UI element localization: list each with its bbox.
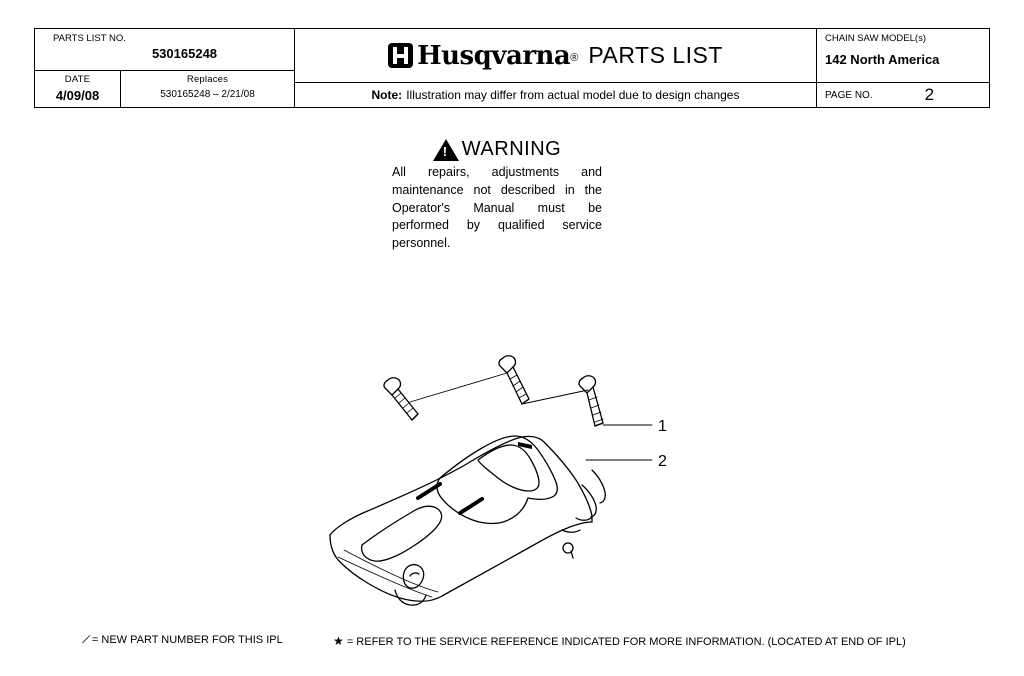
footer-service-note [333, 634, 906, 648]
model-value: 142 North America [825, 52, 940, 67]
warning-block [392, 138, 602, 253]
page-title: PARTS LIST [588, 42, 723, 68]
registered-trademark-icon: ® [570, 51, 579, 64]
page-number-label: PAGE NO. [825, 89, 873, 101]
header-center-group [295, 29, 817, 107]
header-right-group [817, 29, 989, 107]
parts-list-no-value: 530165248 [151, 46, 218, 61]
footer-new-part-text: = NEW PART NUMBER FOR THIS IPL [91, 634, 283, 646]
warning-body-text: All repairs, adjustments and maintenance not described in the Operator's Manual must be performed by qualified service personnel. [392, 165, 602, 250]
replaces-value: 530165248 – 2/21/08 [160, 89, 255, 100]
screw-left [384, 378, 418, 420]
parts-illustration [300, 350, 720, 620]
brand-name: Husqvarna [417, 40, 571, 71]
model-cell [817, 29, 989, 83]
warning-triangle-icon [433, 139, 459, 161]
title-cell [295, 29, 816, 83]
footer-new-part-note [82, 634, 283, 646]
footer-service-text: = REFER TO THE SERVICE REFERENCE INDICATED FOR MORE INFORMATION. (LOCATED AT END OF IPL) [346, 636, 906, 648]
date-cell [35, 71, 121, 107]
replaces-cell [121, 71, 294, 107]
note-text: Illustration may differ from actual model due to design changes [406, 88, 740, 102]
husqvarna-crown-logo-icon [388, 43, 413, 68]
cylinder-cover-drawing [300, 350, 720, 620]
note-cell [295, 83, 816, 107]
date-replaces-row [35, 71, 294, 107]
model-label: CHAIN SAW MODEL(s) [825, 33, 926, 44]
warning-heading: WARNING [461, 138, 562, 160]
page-number-cell [817, 83, 989, 107]
new-part-tick-icon: ⁄ [82, 634, 90, 646]
callout-label-2: 2 [658, 453, 667, 470]
screw-top [499, 356, 529, 404]
replaces-label: Replaces [186, 74, 229, 85]
parts-list-no-cell [35, 29, 294, 71]
header-table [34, 28, 990, 108]
page-number-value: 2 [924, 85, 935, 104]
callout-label-1: 1 [658, 418, 667, 435]
date-value: 4/09/08 [55, 88, 100, 103]
parts-list-no-label: PARTS LIST NO. [53, 33, 126, 44]
note-label: Note: [371, 88, 403, 102]
screw-right [579, 376, 603, 426]
header-left-group [35, 29, 295, 107]
date-label: DATE [64, 74, 91, 85]
star-icon: ★ [333, 634, 344, 648]
warning-heading-row [392, 138, 602, 161]
